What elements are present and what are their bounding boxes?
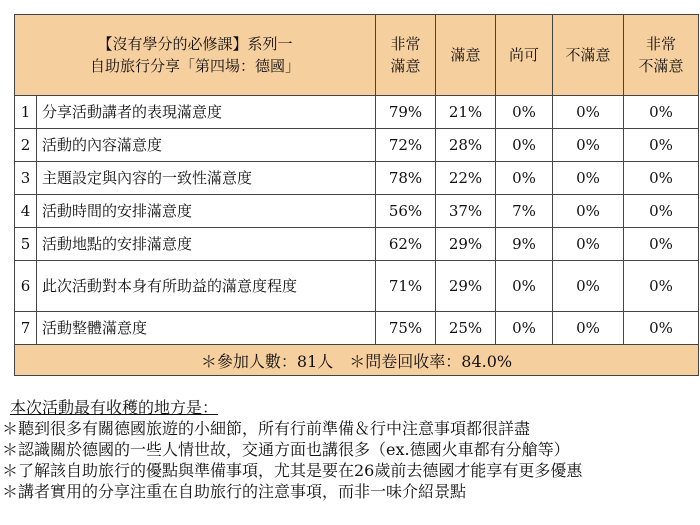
row-value-neutral: 9%	[496, 228, 553, 261]
row-value-dissatisfied: 0%	[553, 228, 624, 261]
table-header-row	[15, 15, 699, 96]
row-value-very-dissatisfied: 0%	[624, 261, 699, 312]
row-number: 3	[15, 162, 37, 195]
row-value-satisfied: 29%	[436, 228, 496, 261]
row-question: 主題設定與內容的一致性滿意度	[37, 162, 376, 195]
column-header-satisfied: 滿意	[436, 15, 496, 96]
row-value-satisfied: 37%	[436, 195, 496, 228]
row-value-dissatisfied: 0%	[553, 96, 624, 129]
row-value-dissatisfied: 0%	[553, 129, 624, 162]
row-value-satisfied: 25%	[436, 312, 496, 345]
row-value-neutral: 0%	[496, 96, 553, 129]
table-row	[15, 195, 699, 228]
table-title-line2: 自助旅行分享「第四場：德國」	[90, 57, 301, 75]
row-question: 活動的內容滿意度	[37, 129, 376, 162]
table-footer-row	[15, 345, 699, 376]
row-value-satisfied: 21%	[436, 96, 496, 129]
row-value-neutral: 0%	[496, 261, 553, 312]
table-row	[15, 129, 699, 162]
column-header-very-satisfied: 非常 滿意	[376, 15, 436, 96]
row-value-very-dissatisfied: 0%	[624, 129, 699, 162]
row-value-very-satisfied: 79%	[376, 96, 436, 129]
row-value-very-dissatisfied: 0%	[624, 195, 699, 228]
row-number: 2	[15, 129, 37, 162]
row-value-satisfied: 29%	[436, 261, 496, 312]
note-item: ＊聽到很多有關德國旅遊的小細節，所有行前準備＆行中注意事項都很詳盡	[2, 419, 531, 438]
satisfaction-table	[14, 14, 699, 376]
note-item: ＊講者實用的分享注重在自助旅行的注意事項，而非一味介紹景點	[2, 482, 467, 501]
row-value-very-dissatisfied: 0%	[624, 228, 699, 261]
row-value-very-satisfied: 62%	[376, 228, 436, 261]
note-item: ＊了解該自助旅行的優點與準備事項，尤其是要在26歲前去德國才能享有更多優惠	[2, 461, 583, 480]
row-value-very-dissatisfied: 0%	[624, 162, 699, 195]
table-row	[15, 96, 699, 129]
column-header-dissatisfied: 不滿意	[553, 15, 624, 96]
row-question: 此次活動對本身有所助益的滿意度程度	[37, 261, 376, 312]
table-row	[15, 261, 699, 312]
row-value-dissatisfied: 0%	[553, 195, 624, 228]
row-value-very-dissatisfied: 0%	[624, 96, 699, 129]
row-value-neutral: 0%	[496, 162, 553, 195]
feedback-notes	[2, 397, 700, 502]
row-question: 分享活動講者的表現滿意度	[37, 96, 376, 129]
participation-summary: ＊參加人數：81人 ＊問卷回收率：84.0%	[15, 345, 699, 376]
row-value-dissatisfied: 0%	[553, 312, 624, 345]
table-row	[15, 312, 699, 345]
row-number: 1	[15, 96, 37, 129]
notes-title: 本次活動最有收穫的地方是：	[10, 398, 219, 417]
table-title-line1: 【沒有學分的必修課】系列一	[97, 35, 293, 53]
row-value-satisfied: 28%	[436, 129, 496, 162]
row-value-very-dissatisfied: 0%	[624, 312, 699, 345]
row-value-very-satisfied: 78%	[376, 162, 436, 195]
table-row	[15, 162, 699, 195]
row-value-neutral: 0%	[496, 312, 553, 345]
row-value-dissatisfied: 0%	[553, 162, 624, 195]
row-value-very-satisfied: 56%	[376, 195, 436, 228]
table-title	[15, 15, 376, 96]
row-value-very-satisfied: 75%	[376, 312, 436, 345]
row-number: 7	[15, 312, 37, 345]
column-header-neutral: 尚可	[496, 15, 553, 96]
note-item: ＊認識關於德國的一些人情世故，交通方面也講很多（ex.德國火車都有分艙等）	[2, 440, 570, 459]
column-header-very-dissatisfied: 非常 不滿意	[624, 15, 699, 96]
row-value-dissatisfied: 0%	[553, 261, 624, 312]
row-question: 活動整體滿意度	[37, 312, 376, 345]
row-number: 6	[15, 261, 37, 312]
row-value-satisfied: 22%	[436, 162, 496, 195]
row-value-very-satisfied: 72%	[376, 129, 436, 162]
table-row	[15, 228, 699, 261]
row-number: 5	[15, 228, 37, 261]
row-question: 活動地點的安排滿意度	[37, 228, 376, 261]
row-value-neutral: 7%	[496, 195, 553, 228]
row-number: 4	[15, 195, 37, 228]
row-value-neutral: 0%	[496, 129, 553, 162]
row-question: 活動時間的安排滿意度	[37, 195, 376, 228]
row-value-very-satisfied: 71%	[376, 261, 436, 312]
